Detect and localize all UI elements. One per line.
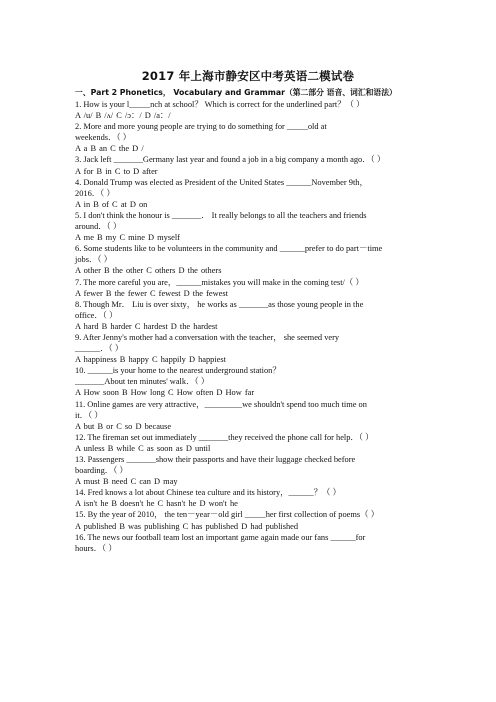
question-line: 2. More and more young people are trying to do something for _____old at	[75, 122, 327, 132]
question-line: it．（ ）	[75, 410, 103, 420]
answer-options: A must B need C can D may	[75, 477, 178, 487]
answer-options: A published B was publishing C has published D had published	[75, 521, 299, 531]
answer-options: A fewer B the fewer C fewest D the fewest	[75, 288, 228, 298]
question-line: boarding．（ ）	[75, 466, 128, 476]
question-line: office．（ ）	[75, 310, 118, 320]
question-list	[75, 99, 435, 554]
question-line: 6. Some students like to be volunteers in the community and ______prefer to do part－time	[75, 244, 383, 254]
question-line: 2016．（ ）	[75, 188, 115, 198]
question-line: 12. The fireman set out immediately _______they received the phone call for help．（ ）	[75, 432, 374, 442]
section-heading: 一、Part 2 Phonetics， Vocabulary and Grammar（第二部分 语音、词汇和语法）	[75, 88, 397, 97]
question-line: jobs．（ ）	[75, 255, 112, 265]
question-line: 10. ______is your home to the nearest underground station？	[75, 366, 281, 376]
answer-options: A /u/ B /ʌ/ C /ɔ：/ D /a：/	[75, 111, 171, 121]
question-line: 13. Passengers _______show their passports and have their luggage checked before	[75, 455, 356, 464]
question-line: 5. I don't think the honour is _______． It really belongs to all the teachers and friends	[75, 210, 367, 220]
question-line: 14. Fred knows a lot about Chinese tea culture and its history，______？（ ）	[75, 488, 341, 498]
question-line: 4. Donald Trump was elected as President of the United States ______November 9th，	[75, 177, 368, 187]
question-line: ______．（ ）	[75, 344, 124, 354]
question-line: _______About ten minutes' walk．（ ）	[75, 377, 210, 387]
question-line: 15. By the year of 2010， the ten－year－old girl _____her first collection of poems（ ）	[75, 510, 379, 520]
answer-options: A in B of C at D on	[75, 199, 148, 209]
question-line: 3. Jack left _______Germany last year and found a job in a big company a month ago．（ ）	[75, 155, 386, 165]
question-line: 8. Though Mr． Liu is over sixty， he works as _______as those young people in the	[75, 299, 364, 309]
answer-options: A unless B while C as soon as D until	[75, 443, 211, 453]
question-line: weekends．（ ）	[75, 133, 132, 143]
answer-options: A happiness B happy C happily D happiest	[75, 355, 226, 365]
question-line: 11. Online games are very attractive，_________we shouldn't spend too much time on	[75, 399, 367, 409]
answer-options: A but B or C so D because	[75, 421, 172, 431]
answer-options: A isn't he B doesn't he C hasn't he D won't he	[75, 499, 238, 509]
question-line: hours．（ ）	[75, 543, 117, 553]
answer-options: A hard B harder C hardest D the hardest	[75, 321, 218, 331]
answer-options: A other B the other C others D the others	[75, 266, 222, 276]
answer-options: A How soon B How long C How often D How far	[75, 388, 255, 398]
question-line: 1. How is your l_____nch at school？ Which is correct for the underlined part？（ ）	[75, 100, 365, 109]
answer-options: A for B in C to D after	[75, 166, 158, 176]
answer-options: A a B an C the D /	[75, 144, 144, 154]
question-line: 9. After Jenny's mother had a conversation with the teacher， she seemed very	[75, 332, 340, 342]
question-line: 16. The news our football team lost an important game again made our fans ______for	[75, 532, 366, 542]
question-line: 7. The more careful you are，______mistakes you will make in the coming test/（ ）	[75, 277, 364, 287]
page-title: 2017 年上海市静安区中考英语二模试卷	[141, 69, 355, 83]
answer-options: A me B my C mine D myself	[75, 233, 180, 243]
question-line: around．（ ）	[75, 222, 122, 232]
